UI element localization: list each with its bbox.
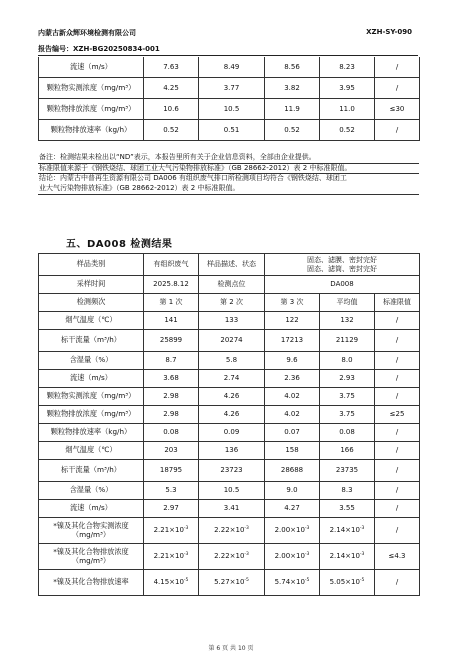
value-mantissa: 2.22×10 <box>214 552 245 561</box>
value-mantissa: 2.14×10 <box>329 552 360 561</box>
cell-value: 158 <box>265 442 320 460</box>
da008-results-table <box>38 253 420 596</box>
table-row <box>39 482 420 500</box>
note-conclusion: 结论：内蒙古中普再生资源有限公司 DA006 有组织废气排口所检测项目均符合《钢铁烧结、球团工 <box>39 174 347 183</box>
cell-value: 0.52 <box>144 120 199 141</box>
value-exponent: -3 <box>359 526 365 532</box>
cell-limit: / <box>375 570 420 596</box>
cell-value: 8.56 <box>265 57 320 78</box>
value-exponent: -5 <box>304 578 310 584</box>
cell-value <box>265 518 320 544</box>
row-label: 烟气温度（℃） <box>39 442 144 460</box>
page-footer: 第 6 页 共 10 页 <box>208 645 254 652</box>
row-label <box>39 518 144 544</box>
cell-value: 3.41 <box>199 500 265 518</box>
cell-value: 2.97 <box>144 500 199 518</box>
cell-value: 4.02 <box>265 406 320 424</box>
cell-value: 4.02 <box>265 388 320 406</box>
cell-limit: / <box>375 120 420 141</box>
cell-value <box>320 570 375 596</box>
cell-limit: / <box>375 442 420 460</box>
cell-limit: / <box>375 388 420 406</box>
cell-value: 17213 <box>265 330 320 352</box>
cell-value: 0.09 <box>199 424 265 442</box>
note-standard: 标准限值来源于《钢铁烧结、球团工业大气污染物排放标准》（GB 28662-2012）表 2 中标准限值。 <box>38 164 419 175</box>
cell-value: 0.51 <box>199 120 265 141</box>
company-name: 内蒙古新众辉环境检测有限公司 <box>38 29 136 37</box>
cell-value: 2.74 <box>199 370 265 388</box>
row-label: 流速（m/s） <box>39 57 144 78</box>
cell-limit: / <box>375 352 420 370</box>
table-row <box>39 330 420 352</box>
value-mantissa: 5.27×10 <box>214 578 245 587</box>
table-row <box>39 78 420 99</box>
desc-label: 样品描述、状态 <box>199 254 265 276</box>
cell-value: 8.7 <box>144 352 199 370</box>
cell-value: 25899 <box>144 330 199 352</box>
table-row <box>39 500 420 518</box>
cell-value: 3.82 <box>265 78 320 99</box>
cell-value: 136 <box>199 442 265 460</box>
table-row <box>39 370 420 388</box>
cell-limit: ≤4.3 <box>375 544 420 570</box>
value-mantissa: 2.21×10 <box>153 526 184 535</box>
cell-value: 166 <box>320 442 375 460</box>
cell-value <box>199 544 265 570</box>
value-exponent: -5 <box>183 578 189 584</box>
cell-value: 3.75 <box>320 388 375 406</box>
value-mantissa: 5.74×10 <box>274 578 305 587</box>
value-exponent: -5 <box>359 578 365 584</box>
row-label-line-1: *镍及其化合物排放浓度 <box>53 547 129 557</box>
value-mantissa: 2.00×10 <box>274 526 305 535</box>
table-row <box>39 406 420 424</box>
col-header-1: 第 1 次 <box>144 294 199 312</box>
cell-value: 4.25 <box>144 78 199 99</box>
table-row <box>39 120 420 141</box>
cell-value: 141 <box>144 312 199 330</box>
cell-value: 21129 <box>320 330 375 352</box>
cell-value: 2.98 <box>144 406 199 424</box>
value-mantissa: 2.22×10 <box>214 526 245 535</box>
value-exponent: -3 <box>304 526 310 532</box>
note-conclusion-cont: 业大气污染物排放标准》（GB 28662-2012）表 2 中标准限值。 <box>38 184 419 195</box>
cell-limit: / <box>375 518 420 544</box>
row-label: 颗粒物排放速率（kg/h） <box>39 424 144 442</box>
row-label: 标干流量（m³/h） <box>39 460 144 482</box>
cell-value: 9.6 <box>265 352 320 370</box>
table-row <box>39 424 420 442</box>
value-exponent: -3 <box>244 552 249 558</box>
row-label: 标干流量（m³/h） <box>39 330 144 352</box>
cell-limit: / <box>375 78 420 99</box>
cell-value <box>320 518 375 544</box>
cell-value: 3.95 <box>320 78 375 99</box>
row-label-line-2: （mg/m³） <box>71 555 111 565</box>
cell-limit: / <box>375 330 420 352</box>
cell-value: 28688 <box>265 460 320 482</box>
cell-value: 3.55 <box>320 500 375 518</box>
row-label: 颗粒物实测浓度（mg/m³） <box>39 388 144 406</box>
cell-value: 2.93 <box>320 370 375 388</box>
cell-value: 9.0 <box>265 482 320 500</box>
value-mantissa: 2.21×10 <box>153 552 184 561</box>
note-remark: 备注：检测结果未检出以“ND”表示，本报告里所有关于企业信息资料，全部由企业提供。 <box>38 153 419 164</box>
point-label: 检测点位 <box>199 276 265 294</box>
cell-value: 11.9 <box>265 99 320 120</box>
time-label: 采样时间 <box>39 276 144 294</box>
cell-limit: / <box>375 312 420 330</box>
row-label: 流速（m/s） <box>39 500 144 518</box>
cell-value <box>144 544 199 570</box>
cell-value: 7.63 <box>144 57 199 78</box>
cell-value: 10.6 <box>144 99 199 120</box>
cell-value <box>144 518 199 544</box>
cell-value: 0.08 <box>144 424 199 442</box>
col-header-2: 第 2 次 <box>199 294 265 312</box>
cell-value <box>320 544 375 570</box>
desc-line-2: 固态、滤筒、密封完好 <box>307 264 378 273</box>
cell-value: 3.77 <box>199 78 265 99</box>
table-row <box>39 99 420 120</box>
cell-limit: / <box>375 57 420 78</box>
cell-limit: ≤25 <box>375 406 420 424</box>
value-exponent: -3 <box>183 526 189 532</box>
results-table-continued <box>38 57 420 141</box>
table-row <box>39 388 420 406</box>
cell-limit: / <box>375 482 420 500</box>
table-row <box>39 544 420 570</box>
cell-limit: ≤30 <box>375 99 420 120</box>
cell-value: 0.07 <box>265 424 320 442</box>
table-row <box>39 312 420 330</box>
cell-value: 11.0 <box>320 99 375 120</box>
cell-value <box>265 544 320 570</box>
cell-limit: / <box>375 500 420 518</box>
cell-value <box>199 518 265 544</box>
cell-limit: / <box>375 460 420 482</box>
row-label-line-1: *镍及其化合物实测浓度 <box>53 521 129 531</box>
cell-value <box>265 570 320 596</box>
col-header-3: 第 3 次 <box>265 294 320 312</box>
header-rule <box>38 55 418 56</box>
row-label: 含湿量（%） <box>39 482 144 500</box>
sample-type-label: 样品类别 <box>39 254 144 276</box>
notes-block <box>38 153 419 195</box>
cell-value <box>144 570 199 596</box>
cell-value: 203 <box>144 442 199 460</box>
cell-value: 10.5 <box>199 482 265 500</box>
value-exponent: -3 <box>244 526 249 532</box>
table-row <box>39 570 420 596</box>
cell-value: 10.5 <box>199 99 265 120</box>
desc-value <box>265 254 420 276</box>
col-header-limit: 标准限值 <box>375 294 420 312</box>
row-label <box>39 544 144 570</box>
cell-value: 23723 <box>199 460 265 482</box>
row-label: 颗粒物实测浓度（mg/m³） <box>39 78 144 99</box>
row-label: 颗粒物排放浓度（mg/m³） <box>39 99 144 120</box>
cell-value: 4.26 <box>199 388 265 406</box>
sample-type-value: 有组织废气 <box>144 254 199 276</box>
cell-value: 5.8 <box>199 352 265 370</box>
row-label: 颗粒物排放速率（kg/h） <box>39 120 144 141</box>
cell-value: 133 <box>199 312 265 330</box>
cell-value: 20274 <box>199 330 265 352</box>
value-mantissa: 5.05×10 <box>329 578 360 587</box>
cell-value: 0.08 <box>320 424 375 442</box>
section-title: 五、DA008 检测结果 <box>66 239 173 250</box>
cell-value: 3.75 <box>320 406 375 424</box>
freq-label: 检测频次 <box>39 294 144 312</box>
cell-value: 3.68 <box>144 370 199 388</box>
cell-value: 5.3 <box>144 482 199 500</box>
col-header-avg: 平均值 <box>320 294 375 312</box>
cell-value: 2.36 <box>265 370 320 388</box>
cell-value: 0.52 <box>265 120 320 141</box>
cell-value: 8.49 <box>199 57 265 78</box>
cell-value: 0.52 <box>320 120 375 141</box>
cell-value <box>199 570 265 596</box>
value-exponent: -5 <box>244 578 249 584</box>
cell-limit: / <box>375 370 420 388</box>
row-label: 烟气温度（℃） <box>39 312 144 330</box>
cell-value: 4.26 <box>199 406 265 424</box>
cell-value: 23735 <box>320 460 375 482</box>
value-exponent: -3 <box>183 552 189 558</box>
row-label-line-1: *镍及其化合物排放速率 <box>53 577 129 587</box>
cell-value: 132 <box>320 312 375 330</box>
table-row <box>39 442 420 460</box>
report-number: 报告编号：XZH-BG20250834-001 <box>38 45 160 53</box>
table-row <box>39 57 420 78</box>
cell-limit: / <box>375 424 420 442</box>
cell-value: 4.27 <box>265 500 320 518</box>
row-label-line-2: （mg/m³） <box>71 529 111 539</box>
row-label: 颗粒物排放浓度（mg/m³） <box>39 406 144 424</box>
table-row <box>39 352 420 370</box>
cell-value: 8.0 <box>320 352 375 370</box>
value-exponent: -3 <box>304 552 310 558</box>
cell-value: 2.98 <box>144 388 199 406</box>
cell-value: 8.23 <box>320 57 375 78</box>
table-row <box>39 518 420 544</box>
table-row <box>39 460 420 482</box>
cell-value: 8.3 <box>320 482 375 500</box>
row-label: 含湿量（%） <box>39 352 144 370</box>
document-code: XZH-SY-090 <box>366 28 412 36</box>
cell-value: 122 <box>265 312 320 330</box>
row-label <box>39 570 144 596</box>
time-value: 2025.8.12 <box>144 276 199 294</box>
row-label: 流速（m/s） <box>39 370 144 388</box>
value-mantissa: 4.15×10 <box>153 578 184 587</box>
desc-line-1: 固态、滤膜、密封完好 <box>307 256 378 265</box>
value-mantissa: 2.14×10 <box>329 526 360 535</box>
cell-value: 18795 <box>144 460 199 482</box>
value-mantissa: 2.00×10 <box>274 552 305 561</box>
value-exponent: -3 <box>359 552 365 558</box>
point-value: DA008 <box>265 276 420 294</box>
